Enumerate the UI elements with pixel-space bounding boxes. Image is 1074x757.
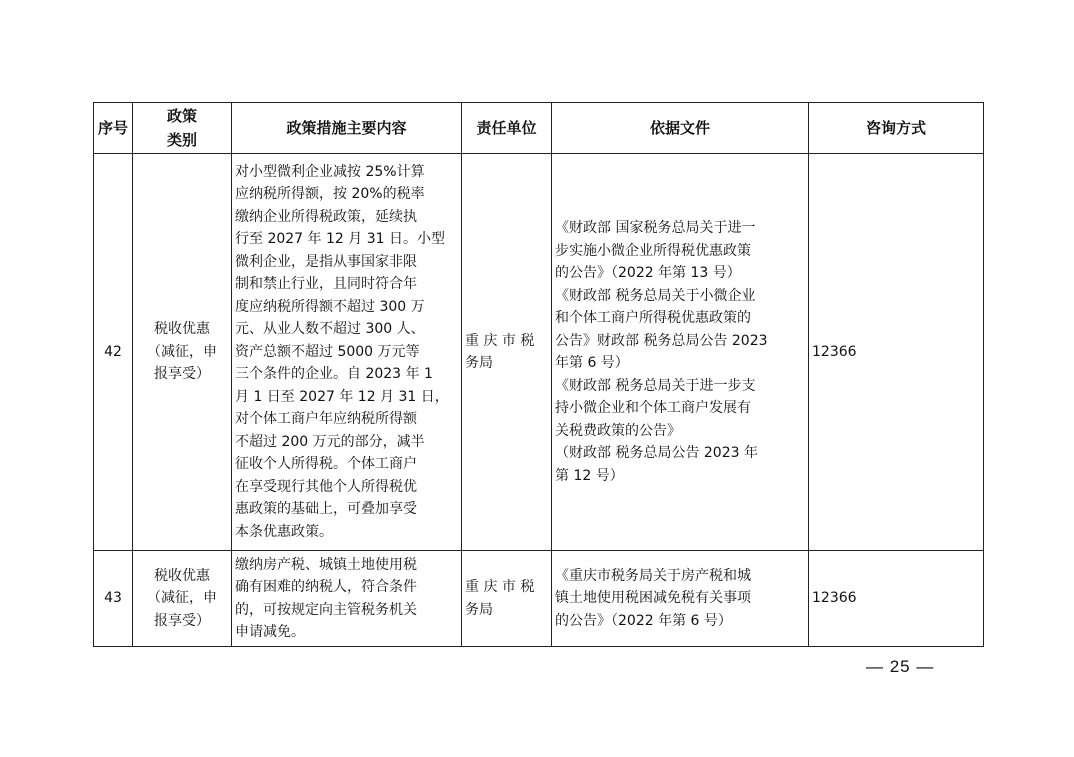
content-line: 对小型微利企业减按 25%计算 [235,163,425,180]
content-line: 申请减免。 [235,624,305,640]
row-basis-document [552,154,809,551]
content-line: 惠政策的基础上，可叠加享受 [235,501,417,518]
category-line: （减征，申 [147,343,217,360]
row-responsible-unit [462,551,552,647]
content-line: 资产总额不超过 5000 万元等 [235,343,420,360]
header-category-line: 政策 [166,107,197,125]
document-line: 持小微企业和个体工商户发展有 [555,400,751,416]
document-line: 的公告》（2022 年第 6 号） [555,612,732,629]
content-line: 行至 2027 年 12 月 31 日。小型 [235,231,445,248]
document-line: 和个体工商户所得税优惠政策的 [555,310,751,326]
header-policy-content: 政策措施主要内容 [232,103,462,154]
content-line: 征收个人所得税。个体工商户 [235,456,417,473]
header-basis-document: 依据文件 [552,103,809,154]
content-line: 缴纳房产税、城镇土地使用税 [235,556,417,573]
content-line: 在享受现行其他个人所得税优 [235,478,417,495]
unit-line: 重 庆 市 税 [465,332,535,349]
row-serial-number: 43 [94,551,133,647]
row-responsible-unit [462,154,552,551]
row-consultation-method: 12366 [809,551,984,647]
content-line: 缴纳企业所得税政策，延续执 [235,208,417,225]
header-consultation-method: 咨询方式 [809,103,984,154]
category-line: 报享受） [154,612,210,629]
page-number: — 25 — [866,657,935,676]
category-line: 税收优惠 [154,567,210,584]
table-header-row [94,103,984,154]
document-line: 公告》财政部 税务总局公告 2023 [555,332,768,349]
content-line: 本条优惠政策。 [235,523,333,540]
document-line: （财政部 税务总局公告 2023 年 [555,445,758,461]
row-policy-category [133,154,232,551]
header-responsible-unit: 责任单位 [462,103,552,154]
unit-line: 务局 [465,355,493,371]
document-line: 《重庆市税务局关于房产税和城 [555,567,751,584]
document-line: 《财政部 税务总局关于小微企业 [555,287,756,304]
content-line: 月 1 日至 2027 年 12 月 31 日， [235,388,449,405]
unit-line: 务局 [465,601,493,618]
document-line: 年第 6 号） [555,355,629,371]
category-line: （减征，申 [147,590,217,607]
header-serial-number: 序号 [94,103,133,154]
document-line: 的公告》（2022 年第 13 号） [555,265,741,281]
policy-table [93,102,984,647]
row-consultation-method: 12366 [809,154,984,551]
content-line: 度应纳税所得额不超过 300 万 [235,298,425,315]
row-policy-category [133,551,232,647]
content-line: 制和禁止行业，且同时符合年 [235,276,417,293]
unit-line: 重 庆 市 税 [465,579,535,595]
document-line: 《财政部 税务总局关于进一步支 [555,377,756,394]
content-line: 应纳税所得额，按 20%的税率 [235,186,425,203]
table-row [94,154,984,551]
content-line: 三个条件的企业。自 2023 年 1 [235,366,433,383]
content-line: 对个体工商户年应纳税所得额 [235,411,417,428]
row-policy-content [232,551,462,647]
category-line: 报享受） [154,366,210,383]
content-line: 的，可按规定向主管税务机关 [235,601,417,618]
content-line: 元、从业人数不超过 300 人、 [235,321,425,338]
document-line: 步实施小微企业所得税优惠政策 [555,242,751,259]
header-category-line: 类别 [166,131,197,149]
row-policy-content [232,154,462,551]
document-line: 第 12 号） [555,467,624,484]
row-basis-document [552,551,809,647]
table-row [94,551,984,647]
row-serial-number: 42 [94,154,133,551]
content-line: 不超过 200 万元的部分，减半 [235,433,425,450]
content-line: 微利企业，是指从事国家非限 [235,253,417,270]
document-line: 《财政部 国家税务总局关于进一 [555,220,756,236]
category-line: 税收优惠 [154,321,210,338]
document-line: 镇土地使用税困减免税有关事项 [555,590,751,607]
header-policy-category [133,103,232,154]
document-line: 关税费政策的公告》 [555,422,681,439]
content-line: 确有困难的纳税人，符合条件 [235,579,417,595]
